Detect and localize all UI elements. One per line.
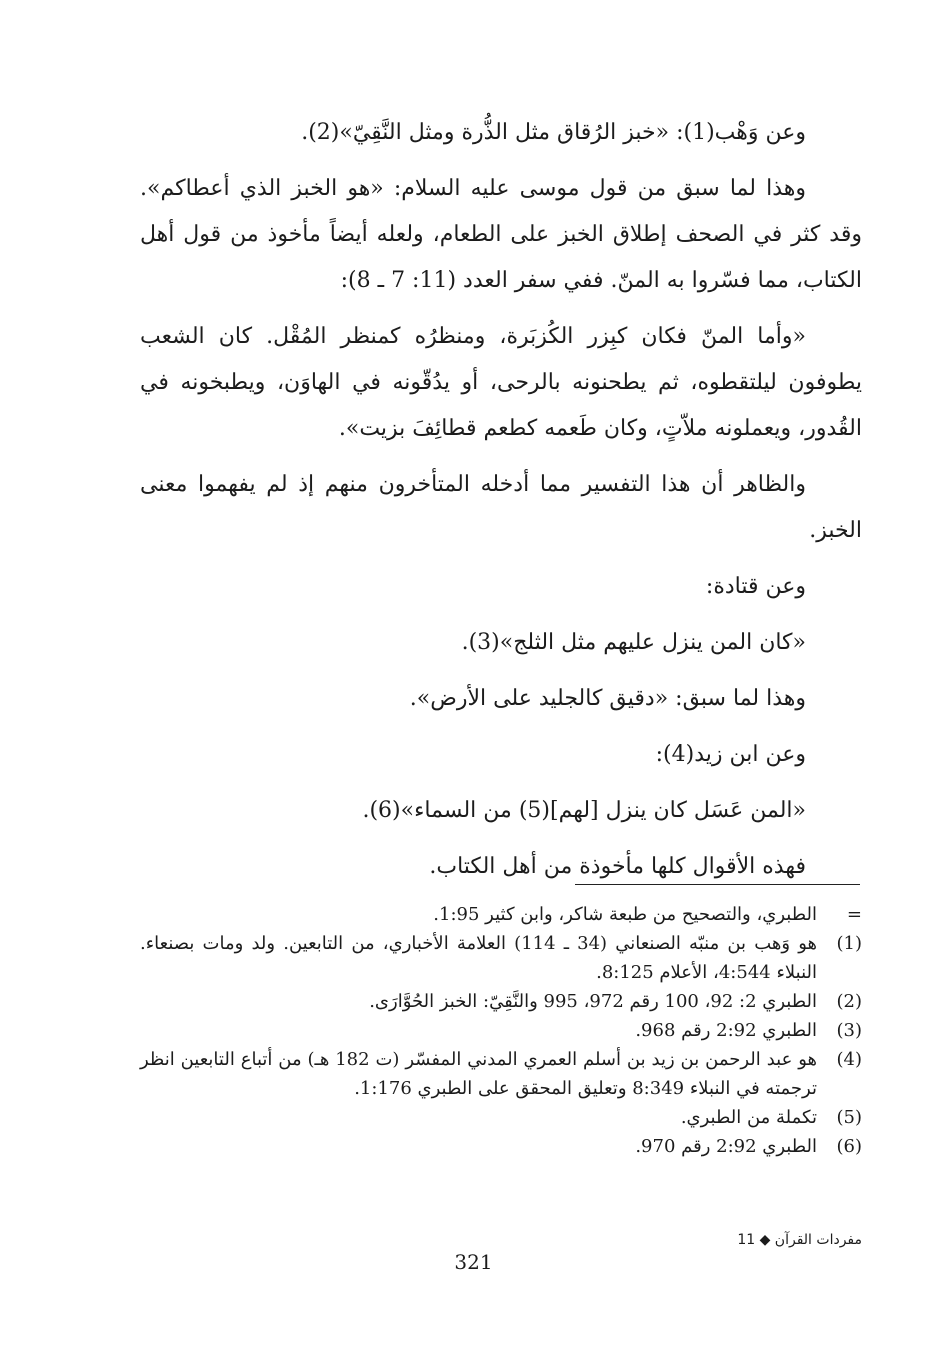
footnote-number: (6) [836,1136,862,1157]
footnote-text: الطبري 2:92 رقم 968. [635,1020,817,1041]
footnote-text: الطبري 2:92 رقم 970. [635,1136,817,1157]
main-text [140,110,862,900]
footnote-number: (4) [836,1049,862,1070]
paragraph: وعن ابن زيد(4): [655,742,806,767]
footnote [140,1103,862,1132]
footnote-text: تكملة من الطبري. [680,1107,817,1128]
paragraph: وهذا لما سبق من قول موسى عليه السلام: «هو الخبز الذي أعطاكم». وقد كثر في الصحف إطلاق الخبز على الطعام، ولعله أيضاً مأخوذ من قول أهل الكتاب، مما فسّروا به المنّ. ففي سفر العدد (11: 7 ـ 8): [140,176,862,293]
footnote-number: = [846,904,862,925]
footnote [140,929,862,987]
paragraph: وعن قتادة: [705,574,806,599]
footnote [140,987,862,1016]
footnote-number: (3) [836,1020,862,1041]
footnote-number: (5) [836,1107,862,1128]
footnote-text: هو وَهب بن منبّه الصنعاني (34 ـ 114) العلامة الأخباري، من التابعين. ولد ومات بصنعاء. النبلاء 4:544، الأعلام 8:125. [140,933,818,983]
footnotes [140,900,862,1161]
paragraph: والظاهر أن هذا التفسير مما أدخله المتأخرون منهم إذ لم يفهموا معنى الخبز. [140,472,862,543]
footnote-number: (1) [836,933,862,954]
paragraph: «وأما المنّ فكان كبِزر الكُزبَرة، ومنظرُه كمنظر المُقْل. كان الشعب يطوفون ليلتقطوه، ثم يطحنونه بالرحى، أو يدُقّونه في الهاوَن، ويطبخونه في القُدور، ويعملونه ملاّتٍ، وكان طَعمه كطعم قطائِفَ بزيت». [140,324,862,441]
paragraph: «المن عَسَل كان ينزل [لهم](5) من السماء»(6). [362,798,806,823]
running-footer-title: مفردات القرآن ◆ 11 [737,1232,862,1248]
footnote [140,900,862,929]
footnote-divider [575,884,860,885]
footnote-text: الطبري 2: 92، 100 رقم 972، 995 والنَّقِيّ: الخبز الحُوَّارَى. [369,991,817,1012]
footnote [140,1045,862,1103]
paragraph: «كان المن ينزل عليهم مثل الثلج»(3). [461,630,806,655]
footnote [140,1016,862,1045]
footnote [140,1132,862,1161]
footnote-number: (2) [836,991,862,1012]
page-number: 321 [454,1250,493,1274]
paragraph: فهذه الأقوال كلها مأخوذة من أهل الكتاب. [429,854,806,879]
paragraph: وهذا لما سبق: «دقيق كالجليد على الأرض». [409,686,806,711]
footnote-text: الطبري، والتصحيح من طبعة شاكر، وابن كثير 1:95. [433,904,817,925]
paragraph: وعن وَهْب(1): «خبز الرُقاق مثل الذُّرة ومثل النَّقِيّ»(2). [301,120,806,145]
footnote-text: هو عبد الرحمن بن زيد بن أسلم العمري المدني المفسّر (ت 182 هـ) من أتباع التابعين انظر ترجمته في النبلاء 8:349 وتعليق المحقق على الطبري 1:176. [140,1049,818,1099]
